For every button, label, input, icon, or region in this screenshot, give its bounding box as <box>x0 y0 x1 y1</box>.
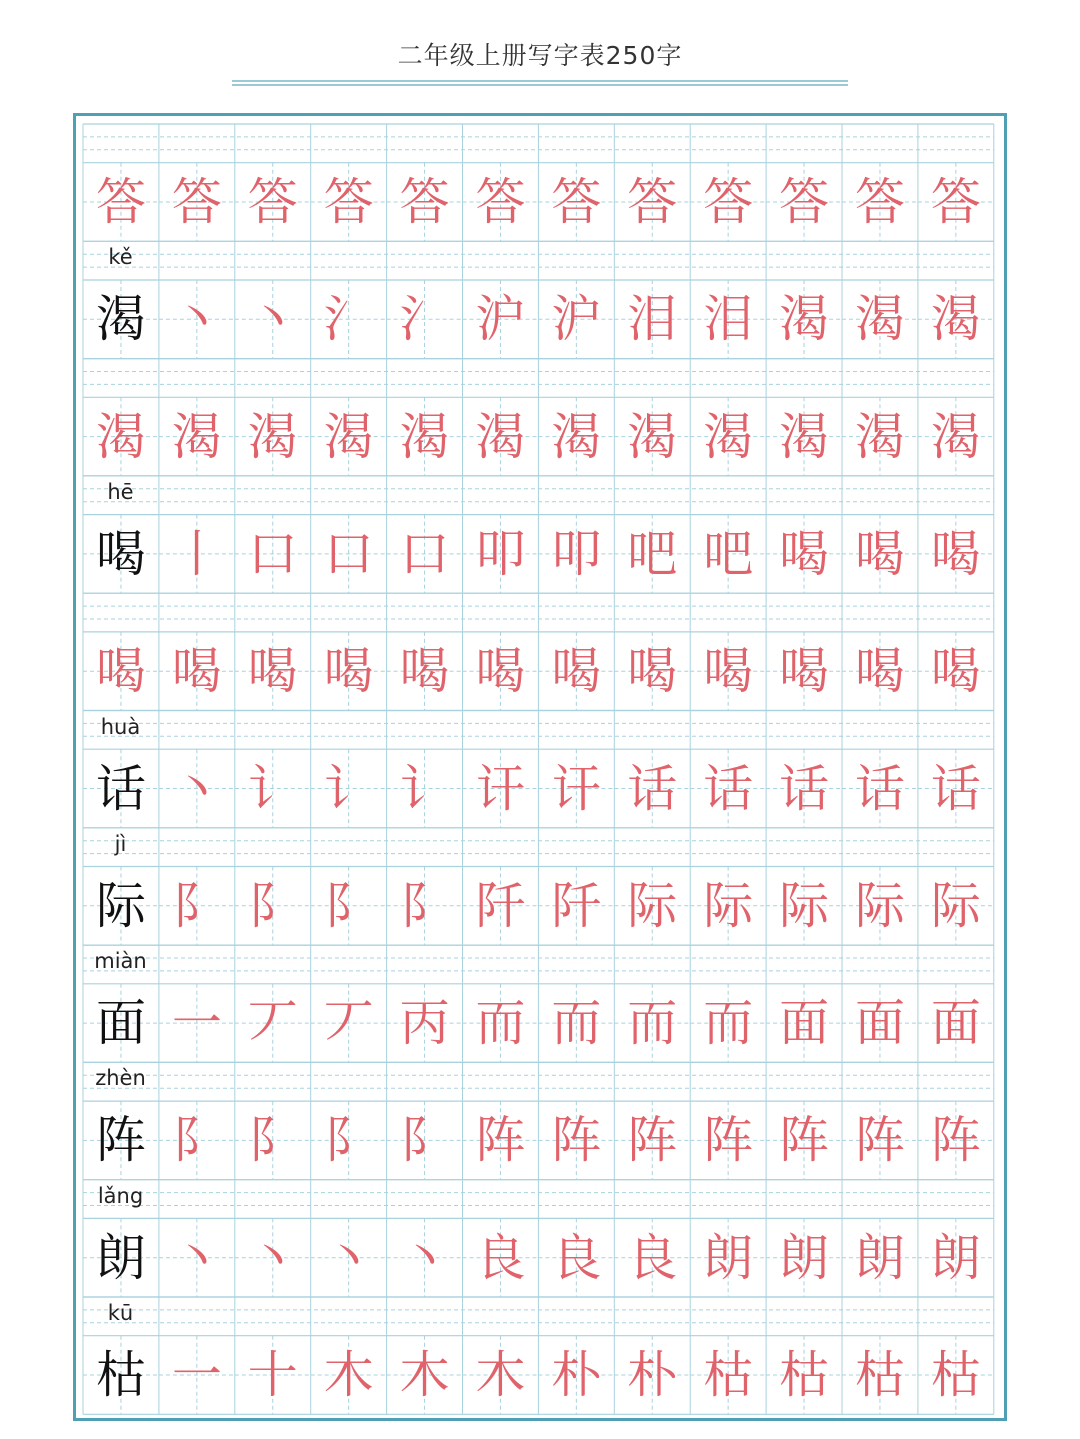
stroke-order-step: 丆 <box>323 994 374 1053</box>
stroke-order-step: 喝 <box>779 524 830 583</box>
trace-character: 渴 <box>779 407 830 466</box>
stroke-order-step: 渴 <box>930 290 981 349</box>
stroke-order-step: 泪 <box>627 290 678 349</box>
stroke-order-step: 木 <box>323 1346 374 1404</box>
trace-character: 答 <box>855 173 905 231</box>
stroke-order-step: 讠 <box>247 759 298 818</box>
trace-character: 喝 <box>703 642 754 701</box>
stroke-order-step: 丶 <box>171 290 222 349</box>
stroke-order-step: 丶 <box>399 1228 450 1287</box>
stroke-order-step: 阝 <box>247 1111 298 1170</box>
trace-character: 答 <box>627 173 678 231</box>
stroke-order-step: 丆 <box>247 994 298 1053</box>
stroke-order-step: 沪 <box>551 290 602 349</box>
stroke-order-step: 朗 <box>703 1228 754 1287</box>
stroke-order-step: 阝 <box>323 1111 374 1170</box>
stroke-order-step: 阡 <box>475 876 526 935</box>
stroke-order-step: 阵 <box>855 1111 905 1170</box>
trace-character: 答 <box>930 173 981 231</box>
stroke-order-step: 际 <box>627 876 678 935</box>
stroke-order-step: 际 <box>855 876 905 935</box>
stroke-order-step: 阵 <box>475 1111 526 1170</box>
model-character: 朗 <box>96 1228 146 1287</box>
trace-character: 喝 <box>779 642 830 701</box>
trace-character: 答 <box>171 173 222 231</box>
stroke-order-step: 讦 <box>475 759 526 818</box>
stroke-order-step: 讠 <box>323 759 374 818</box>
stroke-order-step: 口 <box>399 524 450 583</box>
pinyin-label: huà <box>100 714 141 739</box>
trace-character: 答 <box>779 173 830 231</box>
pinyin-label: hē <box>107 479 134 504</box>
stroke-order-step: 枯 <box>855 1346 905 1404</box>
model-character: 面 <box>96 994 146 1053</box>
stroke-order-step: 朗 <box>779 1228 830 1287</box>
stroke-order-step: 阵 <box>703 1111 754 1170</box>
stroke-order-step: 际 <box>703 876 754 935</box>
stroke-order-step: 吧 <box>703 524 754 583</box>
stroke-order-step: 丶 <box>247 1228 298 1287</box>
stroke-order-step: 而 <box>703 994 754 1053</box>
stroke-order-step: 木 <box>399 1346 450 1404</box>
stroke-order-step: 叩 <box>475 524 526 583</box>
stroke-order-step: 话 <box>779 759 830 818</box>
trace-character: 渴 <box>855 407 905 466</box>
stroke-order-step: 话 <box>703 759 754 818</box>
stroke-order-step: 讠 <box>399 759 450 818</box>
stroke-order-step: 阵 <box>930 1111 981 1170</box>
stroke-order-step: ⻖ <box>171 1111 222 1170</box>
stroke-order-step: 枯 <box>703 1346 754 1404</box>
trace-character: 渴 <box>399 407 450 466</box>
trace-character: 答 <box>703 173 754 231</box>
trace-character: 喝 <box>627 642 678 701</box>
stroke-order-step: 朗 <box>855 1228 905 1287</box>
trace-character: 渴 <box>96 407 146 466</box>
trace-character: 答 <box>247 173 298 231</box>
trace-character: 渴 <box>930 407 981 466</box>
trace-character: 答 <box>475 173 526 231</box>
stroke-order-step: 良 <box>627 1228 678 1287</box>
stroke-order-step: 枯 <box>779 1346 830 1404</box>
stroke-order-step: 一 <box>171 994 222 1053</box>
model-character: 话 <box>96 759 146 818</box>
model-character: 阵 <box>96 1111 146 1170</box>
stroke-order-step: 阵 <box>779 1111 830 1170</box>
stroke-order-step: 阵 <box>551 1111 602 1170</box>
stroke-order-step: 面 <box>855 994 905 1053</box>
stroke-order-step: 面 <box>779 994 830 1053</box>
trace-character: 答 <box>323 173 374 231</box>
trace-character: 喝 <box>247 642 298 701</box>
stroke-order-step: 朴 <box>627 1346 678 1404</box>
model-character: 际 <box>96 876 146 935</box>
trace-character: 渴 <box>475 407 526 466</box>
model-character: 枯 <box>96 1346 146 1404</box>
stroke-order-step: 而 <box>627 994 678 1053</box>
pinyin-label: miàn <box>94 949 147 974</box>
stroke-order-step: 际 <box>930 876 981 935</box>
stroke-order-step: 话 <box>627 759 678 818</box>
model-character: 喝 <box>96 524 146 583</box>
stroke-order-step: 阡 <box>551 876 602 935</box>
stroke-order-step: 阝 <box>247 876 298 935</box>
trace-character: 喝 <box>930 642 981 701</box>
stroke-order-step: 话 <box>855 759 905 818</box>
stroke-order-step: 话 <box>930 759 981 818</box>
pinyin-label: kě <box>108 245 133 270</box>
stroke-order-step: 而 <box>475 994 526 1053</box>
stroke-order-step: 朗 <box>930 1228 981 1287</box>
pinyin-label: zhèn <box>95 1066 146 1091</box>
trace-character: 渴 <box>627 407 678 466</box>
stroke-order-step: 枯 <box>930 1346 981 1404</box>
trace-character: 喝 <box>475 642 526 701</box>
stroke-order-step: 阝 <box>323 876 374 935</box>
page-title: 二年级上册写字表250字 <box>397 41 683 70</box>
stroke-order-step: 良 <box>475 1228 526 1287</box>
stroke-order-step: 十 <box>247 1346 298 1404</box>
stroke-order-step: 沪 <box>475 290 526 349</box>
stroke-order-step: 讦 <box>551 759 602 818</box>
stroke-order-step: 良 <box>551 1228 602 1287</box>
stroke-order-step: 阝 <box>399 1111 450 1170</box>
stroke-order-step: 喝 <box>855 524 905 583</box>
stroke-order-step: 丨 <box>171 524 222 583</box>
stroke-order-step: ⻖ <box>171 876 222 935</box>
stroke-order-step: 口 <box>247 524 298 583</box>
stroke-order-step: 一 <box>171 1346 222 1404</box>
trace-character: 渴 <box>171 407 222 466</box>
pinyin-label: lǎng <box>97 1183 144 1208</box>
trace-character: 喝 <box>551 642 602 701</box>
stroke-order-step: 丙 <box>399 994 450 1053</box>
pinyin-label: kū <box>107 1301 134 1325</box>
stroke-order-step: 阝 <box>399 876 450 935</box>
stroke-order-step: 氵 <box>399 290 450 349</box>
trace-character: 渴 <box>323 407 374 466</box>
stroke-order-step: 氵 <box>323 290 374 349</box>
pinyin-label: jì <box>114 831 127 856</box>
stroke-order-step: 丶 <box>323 1228 374 1287</box>
stroke-order-step: 木 <box>475 1346 526 1404</box>
stroke-order-step: 丶 <box>247 290 298 349</box>
trace-character: 喝 <box>96 642 146 701</box>
model-character: 渴 <box>96 290 146 349</box>
stroke-order-step: 泪 <box>703 290 754 349</box>
stroke-order-step: 叩 <box>551 524 602 583</box>
trace-character: 渴 <box>247 407 298 466</box>
stroke-order-step: 丶 <box>171 759 222 818</box>
trace-character: 喝 <box>855 642 905 701</box>
stroke-order-step: 渴 <box>855 290 905 349</box>
trace-character: 喝 <box>323 642 374 701</box>
trace-character: 答 <box>399 173 450 231</box>
stroke-order-step: 渴 <box>779 290 830 349</box>
trace-character: 答 <box>551 173 602 231</box>
stroke-order-step: 吧 <box>627 524 678 583</box>
trace-character: 渴 <box>551 407 602 466</box>
stroke-order-step: 喝 <box>930 524 981 583</box>
stroke-order-step: 阵 <box>627 1111 678 1170</box>
stroke-order-step: 际 <box>779 876 830 935</box>
stroke-order-step: 面 <box>930 994 981 1053</box>
stroke-order-step: 丶 <box>171 1228 222 1287</box>
trace-character: 渴 <box>703 407 754 466</box>
trace-character: 答 <box>96 173 146 231</box>
stroke-order-step: 口 <box>323 524 374 583</box>
trace-character: 喝 <box>171 642 222 701</box>
trace-character: 喝 <box>399 642 450 701</box>
stroke-order-step: 朴 <box>551 1346 602 1404</box>
stroke-order-step: 而 <box>551 994 602 1053</box>
